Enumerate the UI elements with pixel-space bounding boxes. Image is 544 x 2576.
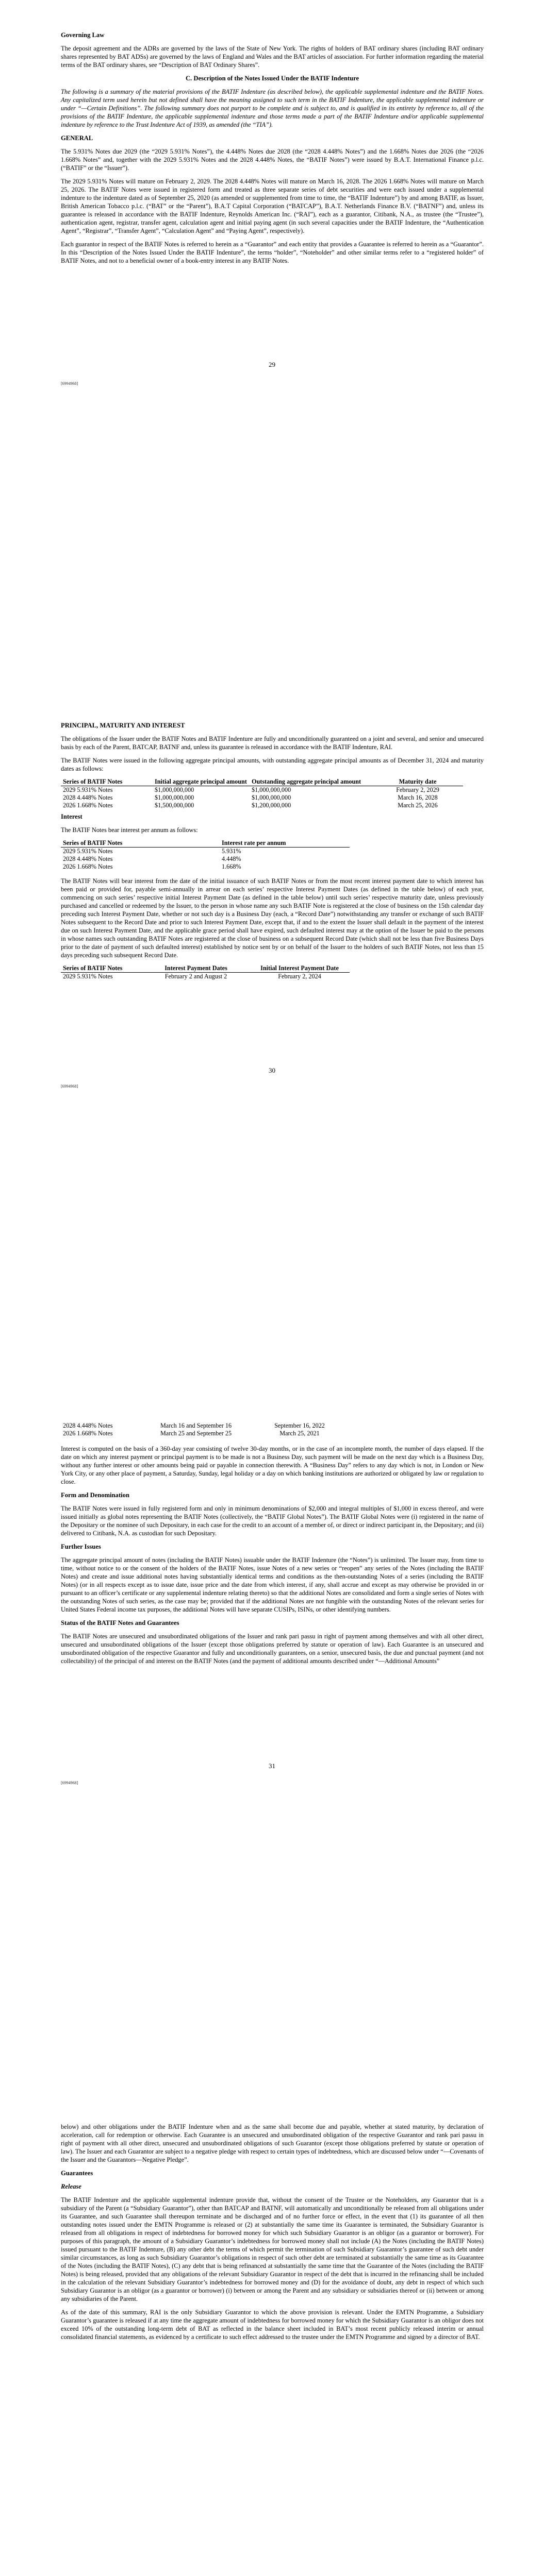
interest-rates-table — [61, 839, 350, 871]
interest-dates-table — [61, 964, 350, 980]
table-cell: 2029 5.931% Notes — [63, 786, 113, 793]
document-code: [6994968] — [61, 1781, 78, 1785]
table-cell: 2026 1.668% Notes — [63, 1430, 113, 1437]
page-number: 31 — [269, 1762, 275, 1770]
interest-heading: Interest — [61, 813, 83, 820]
form-denomination-heading: Form and Denomination — [61, 1492, 129, 1499]
table-cell: March 25, 2021 — [279, 1430, 320, 1437]
table-header-row — [61, 839, 350, 848]
further-issues-heading: Further Issues — [61, 1543, 101, 1550]
status-heading: Status of the BATIF Notes and Guarantees — [61, 1619, 179, 1626]
table-cell: 5.931% — [222, 848, 241, 855]
further-issues-paragraph: The aggregate principal amount of notes (including the BATIF Notes) issuable under the BATIF Indenture (the “Notes”) is unlimited. The Issuer may, from time to time, without notice to or the consent of the holders of the BATIF Notes, issue Notes of a new series or “reopen” any series of the Notes (including the BATIF Notes) and create and issue additional notes having substantially identical terms and conditions as the then-outstanding Notes of a series (including the BATIF Notes) (or in all respects except as to issue date, issue price and the date from which interest, if any, shall accrue and except as may otherwise be provided in or pursuant to an officer’s certificate or any supplemental indenture relating thereto) so that the additional Notes are consolidated and form a single series of Notes with the outstanding Notes of such series, as the case may be; provided that if the additional Notes are not fungible with the outstanding Notes of the relevant series for United States Federal income tax purposes, the additional Notes will have separate CUSIPs, ISINs, or other identifying numbers. — [61, 1556, 484, 1613]
table-cell: $1,500,000,000 — [155, 802, 194, 809]
status-paragraph: The BATIF Notes are unsecured and unsubordinated obligations of the Issuer and rank pari passu in right of payment among themselves and with all other direct, unsecured and unsubordinated obligations of the Issuer (except those obligations preferred by statute or operation of law). Each Guarantee is an unsecured and unsubordinated obligation of the respective Guarantor and fully and unconditionally guarantees, on a senior, unsecured basis, the due and punctual payment (and not collectability) of the principal of and interest on the BATIF Notes (and the payment of additional amounts described under “—Additional Amounts” — [61, 1633, 484, 1665]
table-cell: 4.448% — [222, 855, 241, 862]
table-cell: March 16, 2028 — [398, 794, 438, 801]
interest-computation-paragraph: Interest is computed on the basis of a 360-day year consisting of twelve 30-day months, or in the case of an incomplete month, the number of days elapsed. If the date on which any interest payment or principal payment is to be made is not a Business Day, such payment will be made on the next day which is a Business Day, without any further interest or other amounts being paid or payable in connection therewith. A “Business Day” refers to any day which is not, in London or New York City, or any other place of payment, a Saturday, Sunday, legal holiday or a day on which banking institutions are authorized or obligated by law or regulation to close. — [61, 1445, 484, 1485]
table-header: Series of BATIF Notes — [61, 964, 142, 973]
document-code: [6994968] — [61, 1084, 78, 1089]
principal-amounts-paragraph: The BATIF Notes were issued in the following aggregate principal amounts, with outstanding aggregate principal amounts as of December 31, 2024 and maturity dates as follows: — [61, 757, 484, 772]
table-cell: March 25 and September 25 — [160, 1430, 232, 1437]
table-cell: $1,000,000,000 — [155, 786, 194, 793]
section-c-heading: C. Description of the Notes Issued Under the BATIF Indenture — [185, 75, 359, 82]
governing-law-heading: Governing Law — [61, 31, 105, 39]
table-cell: $1,000,000,000 — [252, 794, 291, 801]
table-row — [61, 1422, 350, 1430]
table-header: Interest Payment Dates — [142, 964, 250, 973]
general-paragraph-3: Each guarantor in respect of the BATIF Notes is referred to herein as a “Guarantor” and each entity that provides a Guarantee is referred to herein as a “Guarantor”. In this “Description of the Notes Issued Under the BATIF Indenture”, the terms “holder”, “Noteholder” and other similar terms refer to a “registered holder” of BATIF Notes, and not to a beneficial owner of a book-entry interest in any BATIF Notes. — [61, 241, 484, 264]
table-cell: February 2 and August 2 — [164, 973, 227, 980]
form-denomination-paragraph: The BATIF Notes were issued in fully registered form and only in minimum denominations of $2,000 and integral multiples of $1,000 in excess thereof, and were issued initially as global notes representing the BATIF Notes (collectively, the “BATIF Global Notes”). The BATIF Global Notes were (i) registered in the name of the Depositary or the nominee of such Depositary, in each case for the credit to an account of a member of, or direct or indirect participant in, the Depositary; and (ii) delivered to Citibank, N.A. as custodian for such Depositary. — [61, 1505, 484, 1537]
principal-maturity-interest-heading: PRINCIPAL, MATURITY AND INTEREST — [61, 722, 185, 729]
interest-rates-paragraph: The BATIF Notes bear interest per annum as follows: — [61, 826, 198, 834]
table-header: Outstanding aggregate principal amount — [250, 778, 372, 786]
table-row — [61, 973, 350, 981]
status-paragraph-continued: below) and other obligations under the BATIF Indenture when and as the same shall become due and payable, whether at stated maturity, by declaration of acceleration, call for redemption or otherwise. Each Guarantee is an unsecured and unsubordinated obligation of the respective Guarantor and rank pari passu in right of payment with all other direct, unsecured and unsubordinated obligations of such Guarantor (except those obligations preferred by statute or operation of law). The Issuer and each Guarantor are subject to a negative pledge with respect to certain types of indebtedness, which are discussed below under “—Covenants of the Issuer and the Guarantors—Negative Pledge”. — [61, 2123, 484, 2163]
release-paragraph-2: As of the date of this summary, RAI is the only Subsidiary Guarantor to which the above provision is relevant. Under the EMTN Programme, a Subsidiary Guarantor’s guarantee is released if at any time the aggregate amount of indebtedness for borrowed money for which the Subsidiary Guarantor is an obligor does not exceed 10% of the outstanding long-term debt of BAT as reflected in the balance sheet included in BAT’s most recent publicly released interim or annual consolidated financial statements, as evidenced by a certificate to such effect addressed to the trustee under the EMTN Programme and signed by a director of BAT. — [61, 2309, 484, 2341]
table-cell: March 25, 2026 — [398, 802, 438, 809]
guarantee-paragraph: The obligations of the Issuer under the BATIF Notes and BATIF Indenture are fully and unconditionally guaranteed on a joint and several, and senior and unsecured basis by each of the Parent, BATCAP, BATNF and, unless its guarantee is released in accordance with the BATIF Indenture, RAI. — [61, 735, 484, 751]
table-cell: 2029 5.931% Notes — [63, 848, 113, 855]
table-row — [61, 802, 463, 809]
table-header-row — [61, 964, 350, 973]
table-cell: February 2, 2024 — [278, 973, 321, 980]
table-cell: 2028 4.448% Notes — [63, 1422, 113, 1429]
general-heading: GENERAL — [61, 134, 93, 142]
document-page-32 — [0, 2102, 544, 2576]
document-page-31 — [0, 1401, 544, 2102]
table-cell: $1,200,000,000 — [252, 802, 291, 809]
table-row — [61, 794, 463, 802]
general-paragraph-2: The 2029 5.931% Notes will mature on February 2, 2029. The 2028 4.448% Notes will mature on March 16, 2028. The 2026 1.668% Notes will mature on March 25, 2026. The BATIF Notes were issued in registered form and treated as three separate series of debt securities and were each issued under a supplemental indenture to the indenture dated as of September 25, 2020 (as amended or supplemented from time to time, the “BATIF Indenture”) by and among BATIF, as Issuer, British American Tobacco p.l.c. (“BAT” or the “Parent”), B.A.T Capital Corporation (“BATCAP”), B.A.T. Netherlands Finance B.V. (“BATNF”) and, unless its guarantee is released in accordance with the BATIF Indenture, Reynolds American Inc. (“RAI”), each as a guarantor, Citibank, N.A., as trustee (the “Trustee”), authentication agent, registrar, transfer agent, calculation agent and initial paying agent (in such several capacities under the BATIF Indenture, the “Authentication Agent”, “Registrar”, “Transfer Agent”, “Calculation Agent” and “Paying Agent”, respectively). — [61, 178, 484, 234]
table-cell: 2026 1.668% Notes — [63, 863, 113, 870]
table-cell: 2029 5.931% Notes — [63, 973, 113, 980]
document-code: [6994968] — [61, 381, 78, 386]
table-cell: 2028 4.448% Notes — [63, 855, 113, 862]
table-row — [61, 848, 350, 856]
table-cell: 1.668% — [222, 863, 241, 870]
guarantees-heading: Guarantees — [61, 2170, 93, 2177]
table-header-row — [61, 778, 463, 786]
governing-law-paragraph: The deposit agreement and the ADRs are governed by the laws of the State of New York. The rights of holders of BAT ordinary shares (including BAT ordinary shares represented by BAT ADSs) are governed by the laws of England and Wales and the BAT articles of association. For further information regarding the material terms of the BAT ordinary shares, see “Description of BAT Ordinary Shares”. — [61, 45, 484, 69]
general-paragraph-1: The 5.931% Notes due 2029 (the “2029 5.931% Notes”), the 4.448% Notes due 2028 (the “2028 4.448% Notes”) and the 1.668% Notes due 2026 (the “2026 1.668% Notes” and, together with the 2029 5.931% Notes and the 2028 4.448% Notes, the “BATIF Notes”) were issued by B.A.T. International Finance p.l.c. (“BATIF” or the “Issuer”). — [61, 148, 484, 172]
table-header: Series of BATIF Notes — [61, 839, 220, 848]
interest-payment-paragraph: The BATIF Notes will bear interest from the date of the initial issuance of such BATIF Notes or from the most recent interest payment date to which interest has been paid or provided for, payable semi-annually in arrear on each series’ respective Interest Payment Dates (as defined in the table below) of each year, commencing on such series’ respective initial Interest Payment Date (as defined in the table below) until such series’ respective maturity date, unless previously purchased and cancelled or redeemed by the Issuer, to the person in whose name any such BATIF Note is registered at the close of business on the 15th calendar day preceding such Interest Payment Date, whether or not such day is a Business Day (each, a “Record Date”) notwithstanding any transfer or exchange of such BATIF Notes subsequent to the Record Date and prior to such Interest Payment Date, except that, if and to the extent the Issuer shall default in the payment of the interest due on such Interest Payment Date, and the applicable grace period shall have expired, such defaulted interest may at the option of the Issuer be paid to the persons in whose names such outstanding BATIF Notes are registered at the close of business on a subsequent Record Date (which shall not be less than five Business Days prior to the date of payment of such defaulted interest) established by notice sent by or on behalf of the Issuer to the holders of such BATIF Notes, not less than 15 days preceding such subsequent Record Date. — [61, 877, 484, 959]
table-header: Interest rate per annum — [220, 839, 350, 848]
table-cell: $1,000,000,000 — [252, 786, 291, 793]
table-cell: 2026 1.668% Notes — [63, 802, 113, 809]
principal-amounts-table — [61, 778, 463, 809]
table-header: Series of BATIF Notes — [61, 778, 153, 786]
interest-dates-table-continued — [61, 1422, 350, 1437]
table-cell: February 2, 2029 — [396, 786, 439, 793]
table-cell: $1,000,000,000 — [155, 794, 194, 801]
table-row — [61, 855, 350, 863]
table-row — [61, 786, 463, 794]
release-paragraph-1: The BATIF Indenture and the applicable supplemental indenture provide that, without the consent of the Trustee or the Noteholders, any Guarantor that is a subsidiary of the Parent (a “Subsidiary Guarantor”), other than BATCAP and BATNF, will automatically and unconditionally be released from all obligations under its Guarantee, and such Guarantee shall thereupon terminate and be discharged and of no further force or effect, in the event that (1) its guarantee of all then outstanding notes issued under the EMTN Programme is released or (2) at substantially the same time its Guarantee is terminated, the Subsidiary Guarantor is released from all obligations in respect of indebtedness for borrowed money for which such Subsidiary Guarantor is an obligor (as a guarantor or borrower). For purposes of this paragraph, the amount of a Subsidiary Guarantor’s indebtedness for borrowed money shall not include (A) the Notes (including the BATIF Notes) issued pursuant to the BATIF Indenture, (B) any other debt the terms of which permit the termination of such Subsidiary Guarantor’s guarantee of such debt under similar circumstances, as long as such Subsidiary Guarantor’s obligations in respect of such other debt are terminated at substantially the same time as its Guarantee of the Notes (including the BATIF Notes), (C) any debt that is being refinanced at substantially the same time that the Guarantee of the Notes (including the BATIF Notes) is being released, provided that any obligations of the relevant Subsidiary Guarantor in respect of the debt that is incurred in the refinancing shall be included in the calculation of the relevant Subsidiary Guarantor’s indebtedness for borrowed money and (D) for the avoidance of doubt, any debt in respect of which such Subsidiary Guarantor is an obligor (as a guarantor or borrower) (i) between or among the Parent and any subsidiary or subsidiaries thereof or (ii) between or among any subsidiaries of the Parent. — [61, 2196, 484, 2302]
table-cell: September 16, 2022 — [274, 1422, 325, 1429]
table-header: Maturity date — [372, 778, 463, 786]
table-header: Initial Interest Payment Date — [250, 964, 350, 973]
table-row — [61, 1430, 350, 1437]
document-page-30 — [0, 701, 544, 1401]
table-cell: 2028 4.448% Notes — [63, 794, 113, 801]
document-page-29 — [0, 0, 544, 701]
page-number: 29 — [269, 361, 275, 368]
table-header: Initial aggregate principal amount — [153, 778, 250, 786]
table-cell: March 16 and September 16 — [160, 1422, 232, 1429]
table-row — [61, 863, 350, 871]
page-number: 30 — [269, 1066, 275, 1074]
summary-intro-paragraph: The following is a summary of the material provisions of the BATIF Indenture (as described below), the applicable supplemental indenture and the BATIF Notes. Any capitalized term used herein but not defined shall have the meaning assigned to such term in the BATIF Indenture, the applicable supplemental indenture or under “—Certain Definitions”. The following summary does not purport to be complete and is subject to, and is qualified in its entirety by reference to, all of the provisions of the BATIF Indenture, the applicable supplemental indenture and those terms made a part of the BATIF Indenture and/or applicable supplemental indenture by reference to the Trust Indenture Act of 1939, as amended (the “TIA”). — [61, 88, 484, 128]
release-heading: Release — [61, 2183, 81, 2190]
